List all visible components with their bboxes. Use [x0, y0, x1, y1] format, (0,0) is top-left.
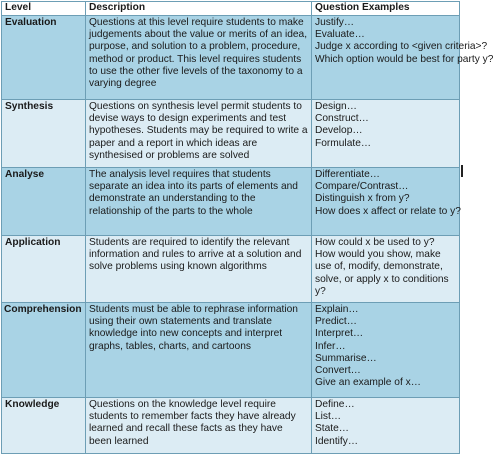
examples-cell	[312, 100, 460, 168]
description-cell: Questions on synthesis level permit students to devise ways to design experiments and test hypotheses. Students may be required to write a paper and a report in which ideas are synthesised or problems are solved	[86, 100, 312, 168]
description-cell: Questions at this level require students to make judgements about the value or merits of an idea, purpose, and solution to a problem, procedure, method or product. This level requires students to use the other five levels of the taxonomy to a varying degree	[86, 16, 312, 100]
examples-cell	[312, 236, 460, 303]
example-item: Which option would be best for party y?	[315, 53, 493, 65]
example-item: Develop…	[315, 125, 363, 137]
example-item: How does x affect or relate to y?	[315, 205, 461, 217]
example-item: Distinguish x from y?	[315, 193, 410, 205]
example-item: Summarise…	[315, 352, 377, 364]
level-cell: Evaluation	[2, 16, 86, 100]
example-item: How could x be used to y?	[315, 237, 435, 248]
example-item: Design…	[315, 101, 357, 112]
examples-cell	[312, 16, 493, 100]
description-cell: Questions on the knowledge level require students to remember facts they have already learned and recall these facts as they have been learned	[86, 398, 312, 454]
example-item: Formulate…	[315, 137, 372, 149]
table-row-knowledge	[2, 398, 460, 454]
example-item: State…	[315, 423, 349, 435]
table-row-analyse	[2, 168, 460, 236]
level-cell: Synthesis	[2, 100, 86, 168]
header-description: Description	[86, 2, 312, 16]
level-cell: Application	[2, 236, 86, 303]
table-row-evaluation	[2, 16, 460, 100]
header-level: Level	[2, 2, 86, 16]
example-item: Evaluate…	[315, 29, 365, 41]
description-cell: Students must be able to rephrase information using their own statements and translate knowledge into new concepts and interpret graphs, tables, charts, and cartoons	[86, 303, 312, 398]
table-header-row	[2, 2, 460, 16]
header-question-examples: Question Examples	[312, 2, 460, 16]
example-item: Convert…	[315, 365, 361, 377]
blooms-taxonomy-table	[1, 1, 493, 454]
example-item: Judge x according to <given criteria>?	[315, 41, 488, 53]
example-item: Compare/Contrast…	[315, 181, 409, 193]
examples-cell	[312, 303, 460, 398]
blooms-taxonomy-table-container	[1, 1, 493, 454]
examples-cell	[312, 398, 460, 454]
table-row-application	[2, 236, 460, 303]
example-item: Justify…	[315, 17, 355, 28]
example-item: Predict…	[315, 316, 357, 328]
examples-cell	[312, 168, 460, 236]
example-item: Infer…	[315, 340, 346, 352]
description-cell: The analysis level requires that students separate an idea into its parts of elements and demonstrate an understanding to the relationship of the parts to the whole	[86, 168, 312, 236]
level-cell: Analyse	[2, 168, 86, 236]
example-item: Differentiate…	[315, 169, 380, 180]
example-item: Define…	[315, 399, 355, 410]
table-row-synthesis	[2, 100, 460, 168]
level-cell: Knowledge	[2, 398, 86, 454]
example-item: Give an example of x…	[315, 377, 421, 389]
example-item: List…	[315, 411, 342, 423]
example-item: Identify…	[315, 435, 359, 447]
example-item: Explain…	[315, 304, 359, 315]
example-item: Interpret…	[315, 328, 364, 340]
example-item: How would you show, make use of, modify, demonstrate, solve, or apply x to conditions y?	[315, 249, 449, 297]
description-cell: Students are required to identify the relevant information and rules to arrive at a solution and solve problems using known algorithms	[86, 236, 312, 303]
example-item: Construct…	[315, 113, 369, 125]
text-cursor-mark	[461, 165, 463, 177]
level-cell: Comprehension	[2, 303, 86, 398]
table-row-comprehension	[2, 303, 460, 398]
